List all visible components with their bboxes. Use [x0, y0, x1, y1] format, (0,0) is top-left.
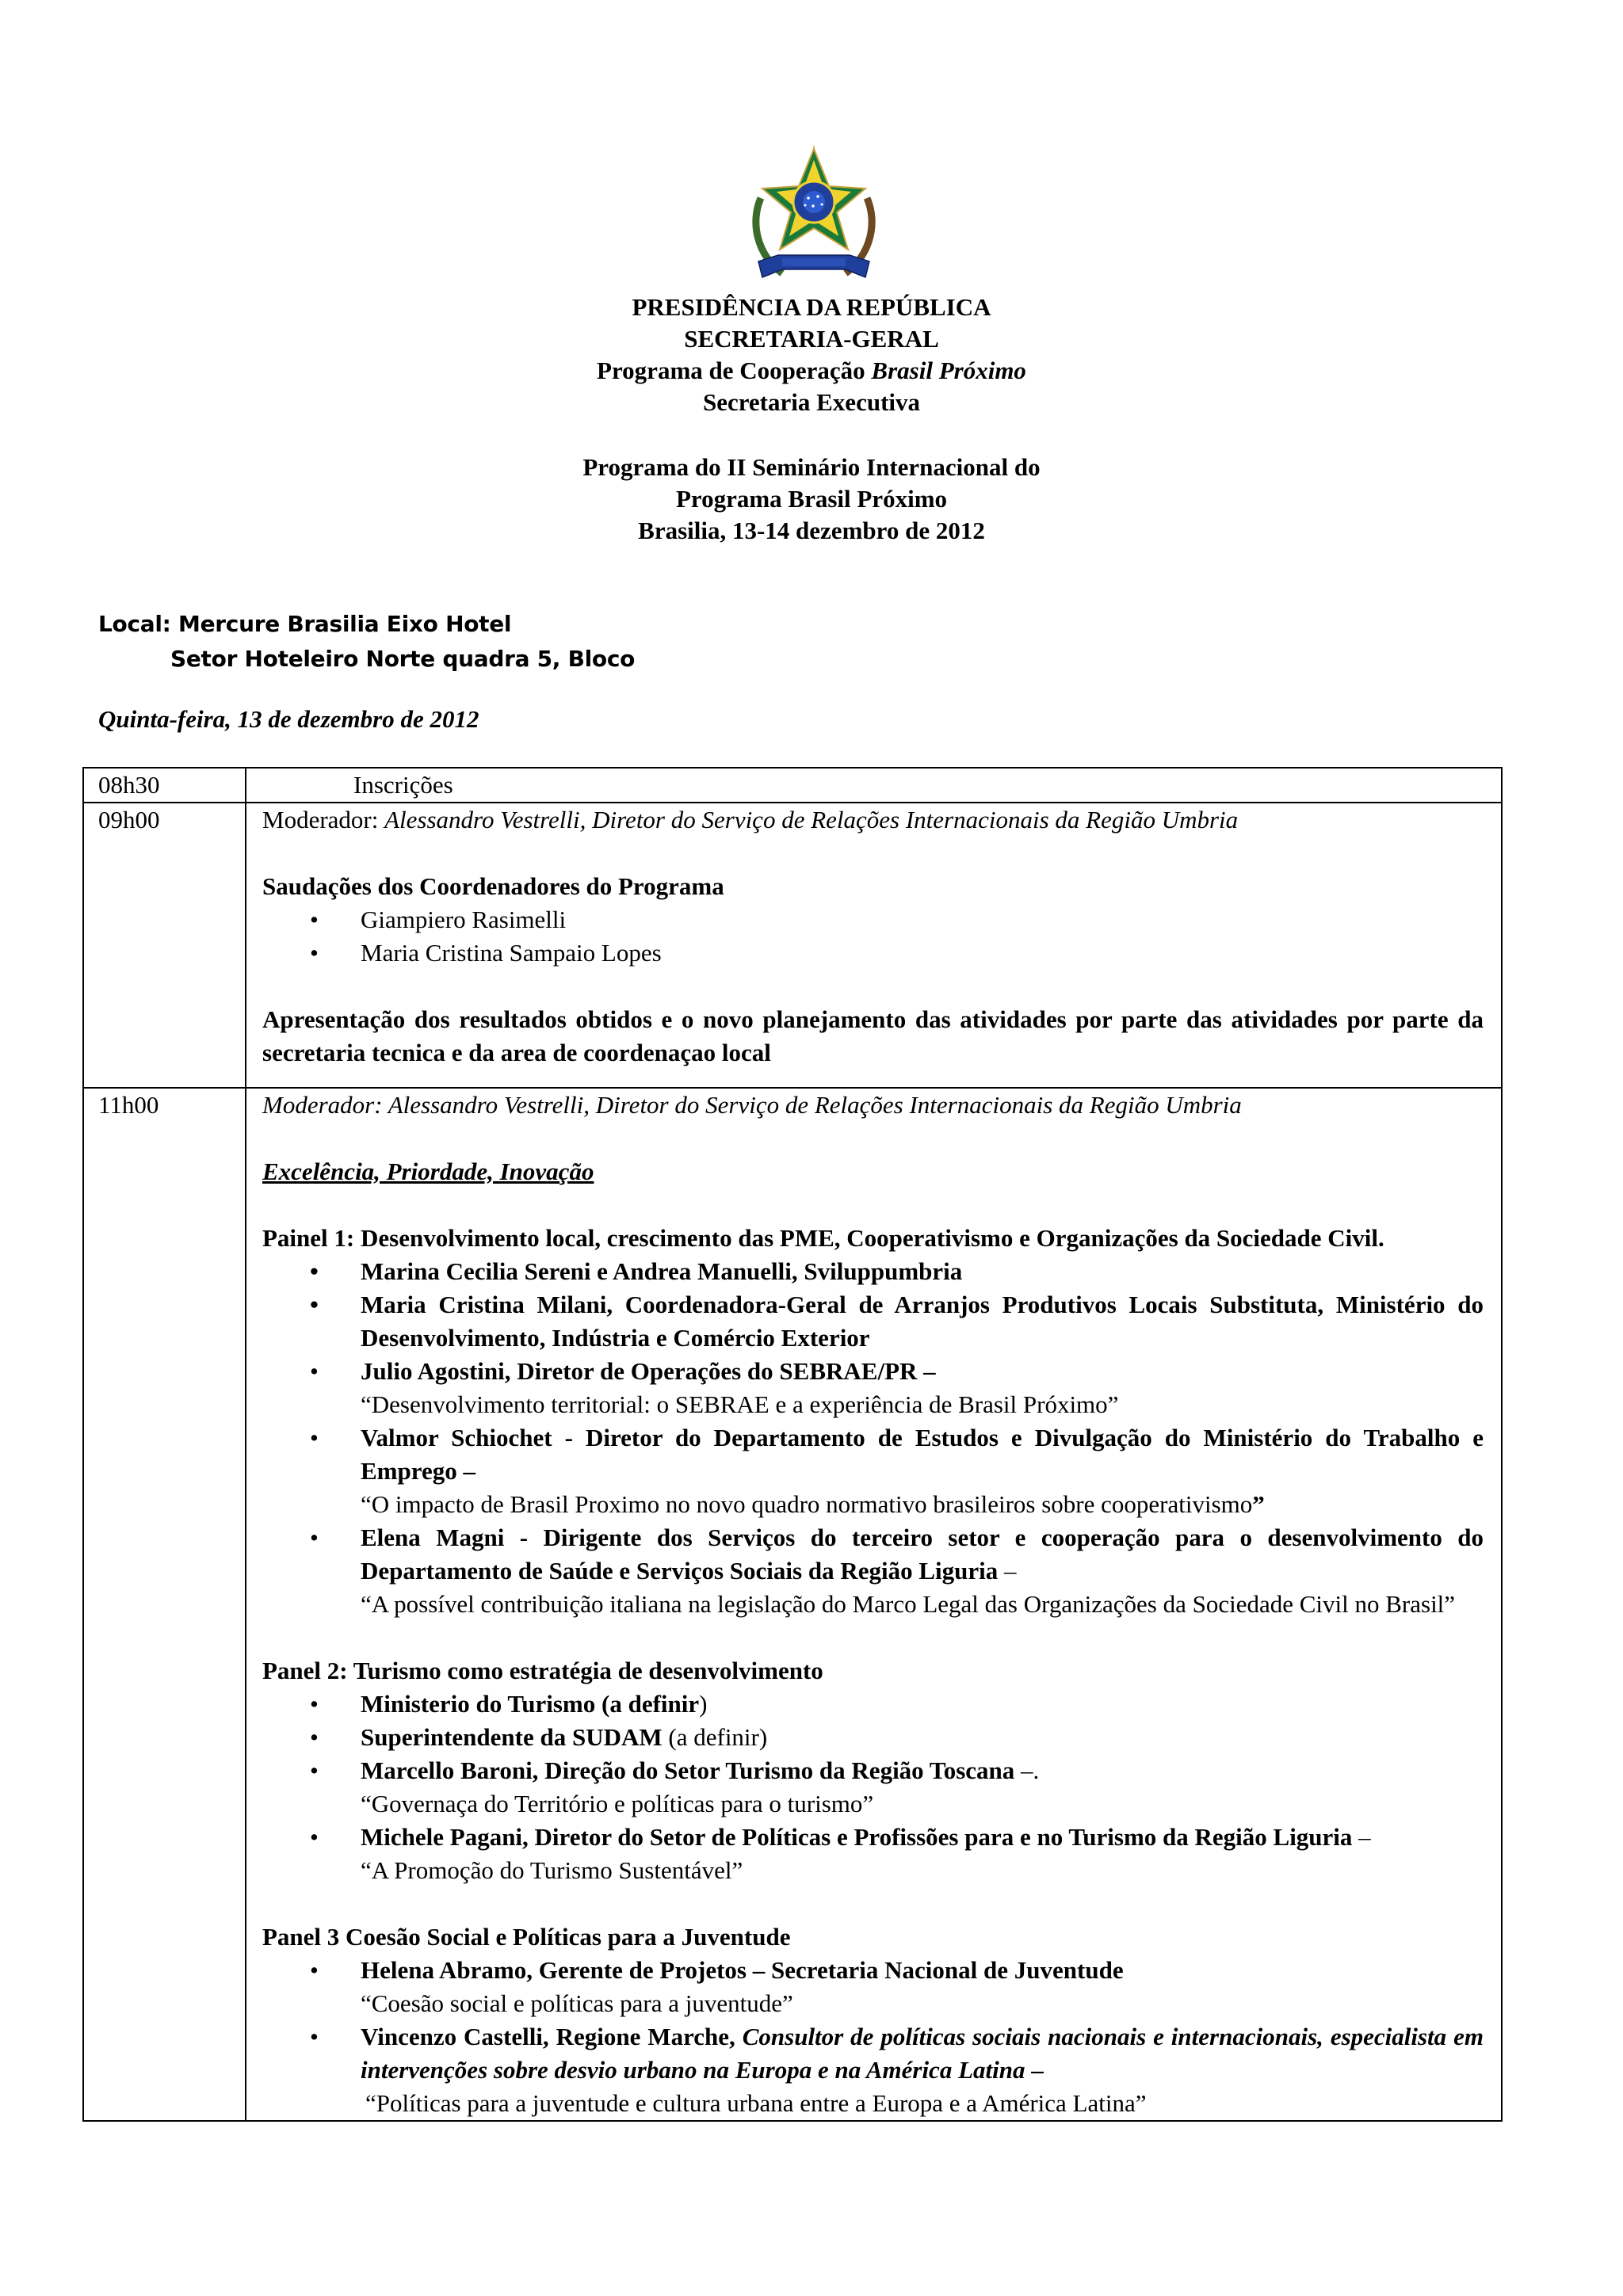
program-prefix: Programa de Cooperação [597, 357, 872, 384]
to-define-note: (a definir) [662, 1723, 768, 1751]
theme-title: Excelência, Priordade, Inovação [262, 1158, 594, 1185]
moderator-name: Alessandro Vestrelli, Diretor do Serviço de Relações Internacionais da Região Umbria [384, 806, 1239, 833]
greetings-list [262, 903, 1484, 970]
speaker-name: Julio Agostini, Diretor de Operações do SEBRAE/PR – [361, 1357, 936, 1385]
list-item: • Maria Cristina Milani, Coordenadora-Geral de Arranjos Produtivos Locais Substituta, Ministério do Desenvolvimento, Indústria e Comércio Exterior [262, 1288, 1484, 1355]
list-item [262, 1421, 1484, 1521]
speaker-name: Marcello Baroni, Direção do Setor Turismo da Região Toscana [361, 1756, 1015, 1784]
dash: – [998, 1557, 1017, 1585]
venue-line1: Local: Mercure Brasilia Eixo Hotel [98, 611, 512, 637]
venue-block [98, 607, 635, 677]
seminar-title-line1: Programa do II Seminário Internacional do [582, 453, 1041, 481]
panel3-list [262, 1954, 1484, 2087]
table-row [83, 768, 1502, 803]
list-item [262, 2020, 1484, 2087]
list-item [262, 1754, 1484, 1821]
speaker-name: Vincenzo Castelli, Regione Marche, [361, 2023, 743, 2050]
table-row [83, 803, 1502, 1088]
speaker-name: Michele Pagani, Diretor do Setor de Políticas e Profissões para e no Turismo da Região Liguria [361, 1823, 1353, 1851]
executive-secretariat: Secretaria Executiva [702, 388, 921, 416]
moderator-prefix: Moderador: [262, 806, 385, 833]
talk-title: “Governaça do Território e políticas para o turismo” [361, 1790, 874, 1817]
general-secretariat: SECRETARIA-GERAL [684, 325, 939, 353]
list-item: • Giampiero Rasimelli [262, 903, 1484, 936]
panel3-title: Panel 3 Coesão Social e Políticas para a Juventude [262, 1923, 791, 1951]
list-item [262, 1721, 1484, 1754]
quote-close: ” [1252, 1490, 1265, 1518]
speaker-name: Elena Magni - Dirigente dos Serviços do terceiro setor e cooperação para o desenvolvimento do Departamento de Saúde e Serviços Sociais da Região Liguria [361, 1524, 1484, 1585]
time-cell: 08h30 [83, 768, 246, 803]
panel1-list [262, 1255, 1484, 1621]
content-cell [246, 803, 1502, 1088]
program-name: Brasil Próximo [871, 357, 1026, 384]
greetings-title: Saudações dos Coordenadores do Programa [262, 872, 724, 900]
speaker-name: Superintendente da SUDAM [361, 1723, 663, 1751]
panel1-title: Painel 1: Desenvolvimento local, crescimento das PME, Cooperativismo e Organizações da Sociedade Civil. [262, 1224, 1384, 1252]
panel2-list [262, 1688, 1484, 1887]
talk-title: “A Promoção do Turismo Sustentável” [361, 1856, 743, 1884]
program-line [0, 355, 1623, 387]
time-cell: 09h00 [83, 803, 246, 1088]
talk-title: “A possível contribuição italiana na legislação do Marco Legal das Organizações da Sociedade Civil no Brasil” [361, 1590, 1456, 1618]
document-header [0, 292, 1623, 547]
dash: –. [1014, 1756, 1040, 1784]
talk-title: “Coesão social e políticas para a juventude” [361, 1989, 793, 2017]
speaker-role: Consultor de políticas sociais nacionais e internacionais, especialista em intervenções sobre desvio urbano na Europa e na América Latina [361, 2023, 1484, 2084]
moderator-line: Moderador: Alessandro Vestrelli, Diretor do Serviço de Relações Internacionais da Região Umbria [262, 1091, 1242, 1119]
talk-title: “Políticas para a juventude e cultura urbana entre a Europa e a América Latina” [365, 2089, 1147, 2117]
speaker-name: Ministerio do Turismo (a definir [361, 1690, 700, 1718]
list-item [262, 1821, 1484, 1887]
registration-label: Inscrições [353, 771, 453, 799]
paren-close: ) [699, 1690, 708, 1718]
schedule-table [82, 767, 1503, 2122]
speaker-name: Valmor Schiochet - Diretor do Departamento de Estudos e Divulgação do Ministério do Trabalho e Emprego – [361, 1424, 1484, 1485]
presidency-title: PRESIDÊNCIA DA REPÚBLICA [632, 293, 991, 321]
seminar-title-line2: Programa Brasil Próximo [675, 485, 948, 513]
list-item: • Maria Cristina Sampaio Lopes [262, 936, 1484, 970]
speaker-name: Helena Abramo, Gerente de Projetos – Secretaria Nacional de Juventude [361, 1956, 1124, 1984]
list-item [262, 1521, 1484, 1621]
time-cell: 11h00 [83, 1088, 246, 2121]
panel2-title: Panel 2: Turismo como estratégia de desenvolvimento [262, 1657, 823, 1684]
talk-title: “Desenvolvimento territorial: o SEBRAE e a experiência de Brasil Próximo” [361, 1390, 1119, 1418]
seminar-date-place: Brasilia, 13-14 dezembro de 2012 [638, 517, 985, 544]
content-cell [246, 768, 1502, 803]
dash: – [1025, 2056, 1044, 2084]
list-item: • Marina Cecilia Sereni e Andrea Manuelli, Sviluppumbria [262, 1255, 1484, 1288]
presentation-text: Apresentação dos resultados obtidos e o novo planejamento das atividades por parte das atividades por parte da secretaria tecnica e da area de coordenaçao local [262, 1005, 1484, 1066]
content-cell [246, 1088, 1502, 2121]
list-item [262, 1355, 1484, 1421]
moderator-line [262, 803, 1484, 837]
list-item [262, 1688, 1484, 1721]
venue-line2: Setor Hoteleiro Norte quadra 5, Bloco [170, 646, 636, 672]
dash: – [1352, 1823, 1371, 1851]
list-item [262, 1954, 1484, 2020]
day-heading: Quinta-feira, 13 de dezembro de 2012 [98, 705, 479, 733]
coat-of-arms-emblem [747, 143, 881, 289]
talk-title: “O impacto de Brasil Proximo no novo quadro normativo brasileiros sobre cooperativismo [361, 1490, 1253, 1518]
table-row [83, 1088, 1502, 2121]
